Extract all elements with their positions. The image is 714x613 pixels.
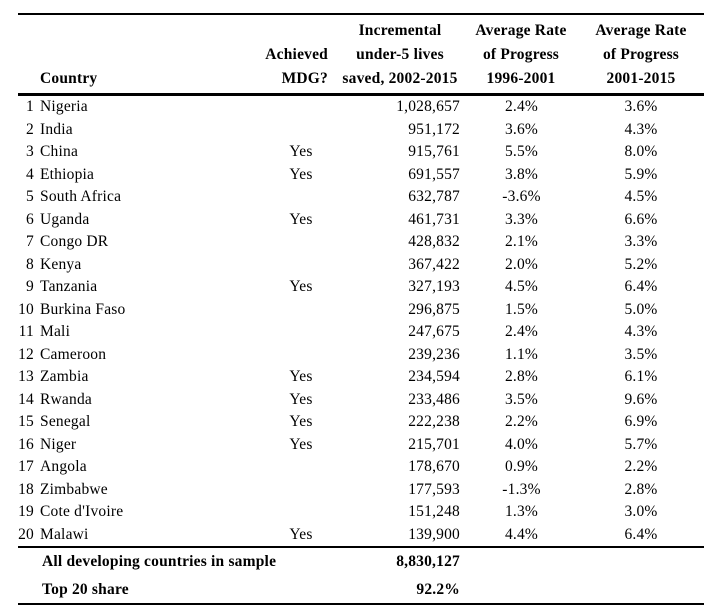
cell-rate-2001-2015: 6.9% xyxy=(624,413,658,430)
table-row xyxy=(18,366,704,389)
cell-rate-2001-2015: 6.6% xyxy=(624,210,658,228)
row-country-name: Cameroon xyxy=(40,345,107,363)
cell-country xyxy=(18,141,240,164)
cell-lives-saved: 461,731 xyxy=(408,210,460,228)
cell-country xyxy=(18,276,240,299)
cell-achieved-mdg xyxy=(240,456,362,479)
cell-country xyxy=(18,231,240,254)
cell-rate-2001-2015: 4.3% xyxy=(624,323,658,340)
cell-rate-1996-2001: -3.6% xyxy=(502,188,541,205)
row-rank: 4 xyxy=(26,165,34,183)
cell-rate-1996-2001: 0.9% xyxy=(504,458,539,475)
row-country-name: Burkina Faso xyxy=(40,300,126,318)
table-row xyxy=(18,254,704,277)
cell-achieved-mdg: Yes xyxy=(289,210,313,228)
cell-country xyxy=(18,119,240,142)
lives-saved-table xyxy=(18,13,704,605)
row-country-name: Niger xyxy=(40,435,77,453)
cell-rate-1996-2001: 1.5% xyxy=(504,300,539,318)
cell-achieved-mdg xyxy=(240,344,362,367)
cell-rate-2001-2015: 4.5% xyxy=(624,188,658,205)
header-line: Average Rate xyxy=(475,22,567,39)
header-line: MDG? xyxy=(281,70,328,87)
cell-rate-2001-2015: 5.0% xyxy=(624,300,658,318)
cell-achieved-mdg xyxy=(240,96,362,119)
cell-country xyxy=(18,389,240,412)
row-country-name: Rwanda xyxy=(40,390,92,408)
cell-achieved-mdg: Yes xyxy=(289,143,313,160)
row-country-name: Uganda xyxy=(40,210,90,228)
cell-rate-1996-2001: 2.4% xyxy=(504,323,539,340)
cell-lives-saved: 151,248 xyxy=(408,503,460,520)
row-rank: 8 xyxy=(26,255,34,273)
cell-rate-2001-2015: 3.3% xyxy=(624,233,658,250)
cell-achieved-mdg xyxy=(240,501,362,524)
table-header-row xyxy=(18,15,704,93)
table-row xyxy=(18,164,704,187)
cell-achieved-mdg: Yes xyxy=(289,390,313,408)
footer-share-label: Top 20 share xyxy=(42,581,129,598)
row-country-name: Congo DR xyxy=(40,233,109,250)
cell-lives-saved: 222,238 xyxy=(408,413,460,430)
header-line: 1996-2001 xyxy=(486,70,556,87)
table-body xyxy=(18,96,704,546)
cell-rate-1996-2001: 2.1% xyxy=(504,233,539,250)
table-row xyxy=(18,231,704,254)
table-row xyxy=(18,456,704,479)
column-header-lives-saved xyxy=(336,19,464,91)
row-country-name: Zambia xyxy=(40,368,89,385)
cell-rate-1996-2001: 3.6% xyxy=(504,120,539,138)
cell-rate-1996-2001: -1.3% xyxy=(502,480,541,498)
column-header-rate-2001-2015 xyxy=(578,19,704,91)
cell-rate-2001-2015: 5.7% xyxy=(624,435,658,453)
row-rank: 3 xyxy=(26,143,34,160)
table-row xyxy=(18,434,704,457)
cell-lives-saved: 1,028,657 xyxy=(396,98,460,115)
table-row xyxy=(18,321,704,344)
table-row xyxy=(18,209,704,232)
table-row xyxy=(18,96,704,119)
header-line: of Progress xyxy=(602,46,680,63)
cell-rate-1996-2001: 5.5% xyxy=(504,143,539,160)
header-line: saved, 2002-2015 xyxy=(342,70,458,87)
cell-rate-2001-2015: 3.6% xyxy=(624,98,658,115)
row-country-name: Nigeria xyxy=(40,98,88,115)
cell-lives-saved: 139,900 xyxy=(408,525,460,543)
cell-achieved-mdg xyxy=(240,321,362,344)
cell-rate-2001-2015: 9.6% xyxy=(624,390,658,408)
cell-country xyxy=(18,344,240,367)
cell-lives-saved: 691,557 xyxy=(408,165,460,183)
cell-achieved-mdg: Yes xyxy=(289,435,313,453)
table-row xyxy=(18,524,704,547)
table-row xyxy=(18,119,704,142)
cell-rate-1996-2001: 2.4% xyxy=(504,98,539,115)
cell-rate-2001-2015: 6.4% xyxy=(624,278,658,295)
cell-achieved-mdg: Yes xyxy=(289,368,313,385)
row-rank: 17 xyxy=(18,458,34,475)
cell-country xyxy=(18,321,240,344)
cell-rate-2001-2015: 2.2% xyxy=(624,458,658,475)
row-rank: 14 xyxy=(18,390,34,408)
cell-rate-1996-2001: 3.3% xyxy=(504,210,539,228)
cell-achieved-mdg xyxy=(240,254,362,277)
cell-achieved-mdg: Yes xyxy=(289,165,313,183)
table-row xyxy=(18,411,704,434)
table-row xyxy=(18,186,704,209)
cell-lives-saved: 327,193 xyxy=(408,278,460,295)
cell-achieved-mdg xyxy=(240,479,362,502)
cell-rate-1996-2001: 2.8% xyxy=(504,368,539,385)
header-line: under-5 lives xyxy=(356,46,444,63)
footer-row-top20-share xyxy=(18,576,704,603)
cell-lives-saved: 296,875 xyxy=(408,300,460,318)
cell-country xyxy=(18,524,240,547)
row-rank: 18 xyxy=(18,480,34,498)
row-country-name: Senegal xyxy=(40,413,91,430)
table-row xyxy=(18,501,704,524)
cell-lives-saved: 233,486 xyxy=(408,390,460,408)
column-header-country-label: Country xyxy=(40,70,98,87)
table-row xyxy=(18,389,704,412)
table-row xyxy=(18,276,704,299)
row-rank: 9 xyxy=(26,278,34,295)
cell-achieved-mdg: Yes xyxy=(289,413,313,430)
row-rank: 12 xyxy=(18,345,34,363)
footer-share-value: 92.2% xyxy=(416,581,460,598)
cell-rate-1996-2001: 3.5% xyxy=(504,390,539,408)
header-line: Incremental xyxy=(358,22,442,39)
footer-total-label: All developing countries in sample xyxy=(42,553,277,570)
cell-country xyxy=(18,164,240,187)
row-rank: 11 xyxy=(18,323,34,340)
row-rank: 6 xyxy=(26,210,34,228)
row-rank: 5 xyxy=(26,188,34,205)
cell-country xyxy=(18,501,240,524)
cell-achieved-mdg xyxy=(240,186,362,209)
cell-country xyxy=(18,299,240,322)
row-rank: 10 xyxy=(18,300,34,318)
cell-lives-saved: 178,670 xyxy=(408,458,460,475)
cell-rate-2001-2015: 2.8% xyxy=(624,480,658,498)
column-header-achieved-mdg xyxy=(240,43,336,91)
cell-rate-1996-2001: 4.4% xyxy=(504,525,539,543)
cell-lives-saved: 367,422 xyxy=(408,255,460,273)
row-rank: 1 xyxy=(26,98,34,115)
cell-lives-saved: 247,675 xyxy=(408,323,460,340)
row-country-name: South Africa xyxy=(40,188,122,205)
cell-lives-saved: 234,594 xyxy=(408,368,460,385)
cell-rate-1996-2001: 3.8% xyxy=(504,165,539,183)
row-country-name: Zimbabwe xyxy=(40,480,108,498)
row-rank: 7 xyxy=(26,233,34,250)
cell-lives-saved: 428,832 xyxy=(408,233,460,250)
column-header-country xyxy=(18,67,240,91)
cell-rate-1996-2001: 4.0% xyxy=(504,435,539,453)
footer-row-total xyxy=(18,548,704,576)
row-country-name: India xyxy=(40,120,73,138)
cell-country xyxy=(18,479,240,502)
row-rank: 20 xyxy=(18,525,34,543)
row-rank: 15 xyxy=(18,413,34,430)
table-bottom-rule xyxy=(18,603,704,605)
header-line: 2001-2015 xyxy=(606,70,676,87)
table-row xyxy=(18,344,704,367)
row-country-name: China xyxy=(40,143,79,160)
cell-achieved-mdg xyxy=(240,231,362,254)
cell-rate-1996-2001: 1.3% xyxy=(504,503,539,520)
cell-country xyxy=(18,411,240,434)
cell-lives-saved: 177,593 xyxy=(408,480,460,498)
row-country-name: Angola xyxy=(40,458,87,475)
cell-country xyxy=(18,456,240,479)
cell-rate-2001-2015: 4.3% xyxy=(624,120,658,138)
cell-rate-2001-2015: 8.0% xyxy=(624,143,658,160)
cell-country xyxy=(18,434,240,457)
cell-rate-1996-2001: 4.5% xyxy=(504,278,539,295)
row-country-name: Tanzania xyxy=(40,278,98,295)
table-row xyxy=(18,479,704,502)
row-country-name: Mali xyxy=(40,323,71,340)
cell-rate-1996-2001: 1.1% xyxy=(504,345,539,363)
cell-achieved-mdg: Yes xyxy=(289,525,313,543)
cell-rate-2001-2015: 3.0% xyxy=(624,503,658,520)
cell-rate-2001-2015: 6.4% xyxy=(624,525,658,543)
row-rank: 16 xyxy=(18,435,34,453)
header-line: Achieved xyxy=(265,46,328,63)
row-country-name: Cote d'Ivoire xyxy=(40,503,124,520)
cell-lives-saved: 951,172 xyxy=(408,120,460,138)
row-country-name: Ethiopia xyxy=(40,165,95,183)
cell-achieved-mdg: Yes xyxy=(289,278,313,295)
row-country-name: Malawi xyxy=(40,525,89,543)
cell-lives-saved: 215,701 xyxy=(408,435,460,453)
cell-rate-2001-2015: 3.5% xyxy=(624,345,658,363)
cell-rate-2001-2015: 5.2% xyxy=(624,255,658,273)
cell-lives-saved: 915,761 xyxy=(408,143,460,160)
header-line: Average Rate xyxy=(595,22,687,39)
cell-achieved-mdg xyxy=(240,119,362,142)
cell-rate-1996-2001: 2.2% xyxy=(504,413,539,430)
footer-total-value: 8,830,127 xyxy=(396,553,460,570)
table-row xyxy=(18,141,704,164)
cell-rate-2001-2015: 6.1% xyxy=(624,368,658,385)
cell-country xyxy=(18,96,240,119)
table-row xyxy=(18,299,704,322)
row-rank: 13 xyxy=(18,368,34,385)
column-header-rate-1996-2001 xyxy=(464,19,578,91)
row-rank: 2 xyxy=(26,120,34,138)
cell-country xyxy=(18,254,240,277)
cell-country xyxy=(18,209,240,232)
header-line: of Progress xyxy=(482,46,560,63)
cell-achieved-mdg xyxy=(240,299,362,322)
row-rank: 19 xyxy=(18,503,34,520)
cell-rate-1996-2001: 2.0% xyxy=(504,255,539,273)
row-country-name: Kenya xyxy=(40,255,82,273)
cell-lives-saved: 239,236 xyxy=(408,345,460,363)
cell-country xyxy=(18,366,240,389)
cell-country xyxy=(18,186,240,209)
cell-rate-2001-2015: 5.9% xyxy=(624,165,658,183)
cell-lives-saved: 632,787 xyxy=(408,188,460,205)
